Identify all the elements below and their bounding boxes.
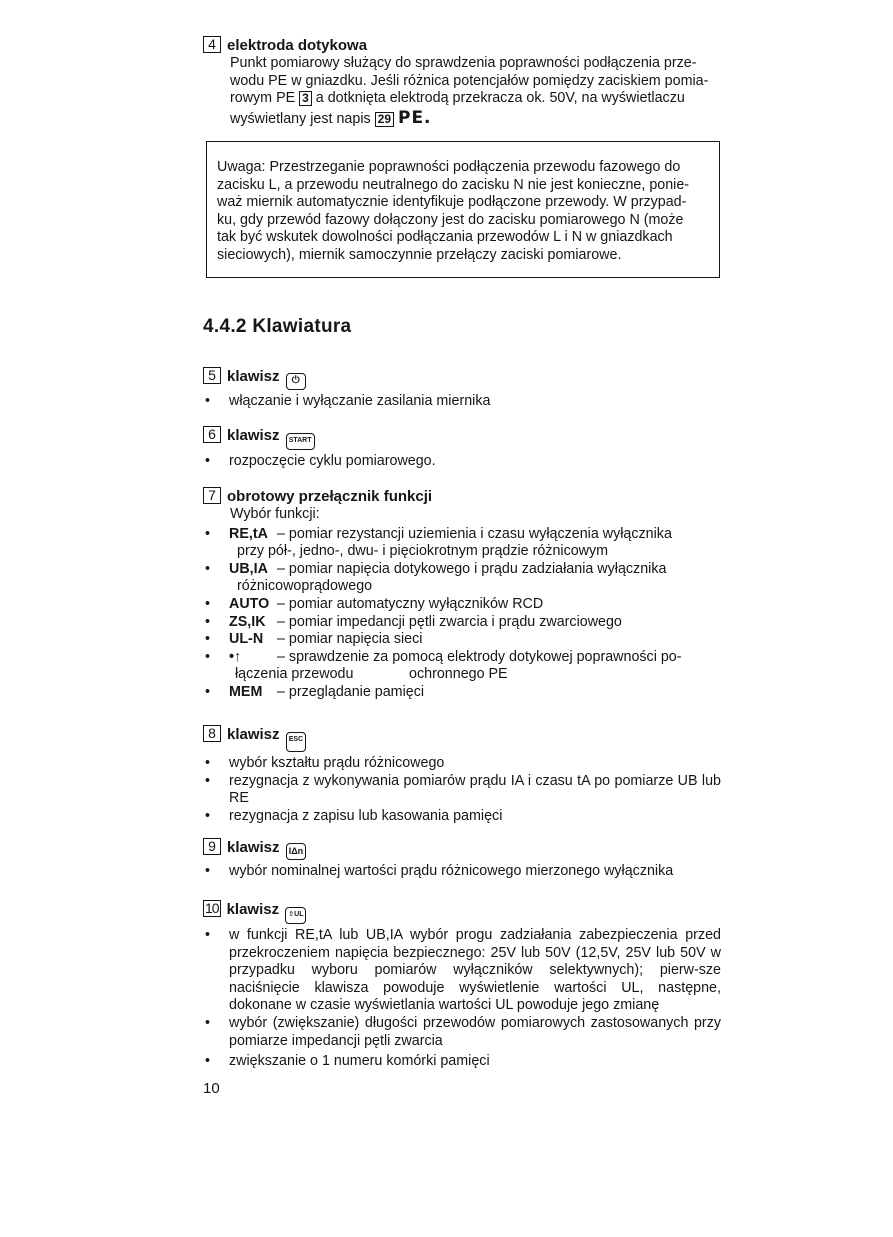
section-6	[203, 426, 721, 471]
section-title: klawisz	[227, 839, 280, 856]
note-text	[217, 159, 707, 265]
text-line: ku, gdy przewód fazowy dołączony jest do zacisku pomiarowego N (może	[217, 211, 684, 228]
section-4-heading	[203, 36, 721, 55]
section-title: klawisz	[227, 427, 280, 444]
function-item: • UL-N – pomiar napięcia sieci	[203, 631, 721, 649]
note-box	[206, 141, 720, 278]
list-item: • rezygnacja z wykonywania pomiarów prądu IA i czasu tA po pomiarze UB lub RE	[203, 773, 721, 808]
function-item: • •↑ – sprawdzenie za pomocą elektrody dotykowej poprawności po- łączenia przewodu ochronnego PE	[203, 649, 721, 684]
item-number: 6	[203, 426, 221, 443]
section-4-body	[230, 55, 721, 128]
section-title: obrotowy przełącznik funkcji	[227, 488, 433, 505]
text-line: wyświetlany jest napis 29 PE.	[230, 107, 432, 128]
section-title: klawisz	[226, 901, 280, 918]
item-number: 4	[203, 36, 221, 53]
idn-key-icon: IΔn	[286, 843, 306, 860]
up-ul-key-icon: ⇧UL	[285, 907, 306, 924]
text-line: Punkt pomiarowy służący do sprawdzenia poprawności podłączenia prze-	[230, 55, 697, 71]
section-title: klawisz	[227, 726, 280, 743]
function-item: • ZS,IK – pomiar impedancji pętli zwarcia i prądu zwarciowego	[203, 614, 721, 632]
list-item: • rozpoczęcie cyklu pomiarowego.	[203, 453, 721, 471]
text-line: zacisku L, a przewodu neutralnego do zacisku N nie jest konieczne, ponie-	[217, 176, 690, 193]
section-5	[203, 367, 721, 411]
text-line: wodu PE w gniazdku. Jeśli różnica potencjałów pomiędzy zaciskiem pomia-	[230, 72, 709, 89]
item-number: 8	[203, 725, 221, 742]
ref-box-3: 3	[299, 91, 312, 106]
function-item: • UB,IA – pomiar napięcia dotykowego i prądu zadziałania wyłącznika różnicowoprądowego	[203, 561, 721, 596]
text-line: tak być wskutek dowolności podłączania przewodów L i N w gniazdkach	[217, 229, 673, 246]
text-line: Uwaga: Przestrzeganie poprawności podłączenia przewodu fazowego do	[217, 159, 681, 175]
list-item: • włączanie i wyłączanie zasilania miernika	[203, 393, 721, 411]
function-item: • MEM – przeglądanie pamięci	[203, 684, 721, 702]
page-number: 10	[203, 1080, 220, 1097]
section-8	[203, 725, 721, 825]
section-4	[203, 36, 721, 128]
item-number: 7	[203, 487, 221, 504]
subtitle: Wybór funkcji:	[230, 506, 320, 522]
power-key-icon: ⏻	[286, 373, 306, 390]
section-10	[203, 900, 721, 1071]
list-item: • wybór nominalnej wartości prądu różnicowego mierzonego wyłącznika	[203, 863, 721, 881]
function-item: • RE,tA – pomiar rezystancji uziemienia i czasu wyłączenia wyłącznika przy pół-, jedno-, dwu- i pięciokrotnym prądzie różnicowym	[203, 526, 721, 561]
text-line: waż miernik automatycznie identyfikuje podłączone przewody. W przypad-	[217, 194, 687, 211]
esc-key-icon: ESC	[286, 732, 306, 752]
section-7	[203, 487, 721, 702]
list-item: • rezygnacja z zapisu lub kasowania pamięci	[203, 808, 721, 826]
function-item: • AUTO – pomiar automatyczny wyłączników RCD	[203, 596, 721, 614]
section-title: elektroda dotykowa	[227, 37, 368, 54]
start-key-icon: START	[286, 433, 315, 450]
list-item: • wybór (zwiększanie) długości przewodów pomiarowych zastosowanych przy pomiarze impedancji pętli zwarcia	[203, 1015, 721, 1050]
list-item: • wybór kształtu prądu różnicowego	[203, 755, 721, 773]
list-item: • zwiększanie o 1 numeru komórki pamięci	[203, 1053, 721, 1071]
list-item: • w funkcji RE,tA lub UB,IA wybór progu zadziałania zabezpieczenia przed przekroczeniem napięcia bezpiecznego: 25V lub 50V (12,5V, 25V lub 50V w przypadku wyboru pomiarów wyłączników selektywnych); pierw-sze naciśnięcie klawisza powoduje wyświetlenie wartości UL, następne, dokonane w czasie wyświetlania wartości UL powoduje jego zmianę	[203, 927, 721, 1015]
section-heading: 4.4.2 Klawiatura	[203, 316, 352, 337]
section-9	[203, 838, 721, 881]
pe-display-text: PE.	[397, 107, 432, 128]
text-line: rowym PE 3 a dotknięta elektrodą przekracza ok. 50V, na wyświetlaczu	[230, 90, 685, 107]
section-title: klawisz	[227, 368, 280, 385]
ref-box-29: 29	[375, 112, 394, 127]
item-number: 5	[203, 367, 221, 384]
item-number: 9	[203, 838, 221, 855]
text-line: sieciowych), miernik samoczynnie przełączy zaciski pomiarowe.	[217, 246, 622, 263]
item-number: 10	[205, 900, 219, 916]
